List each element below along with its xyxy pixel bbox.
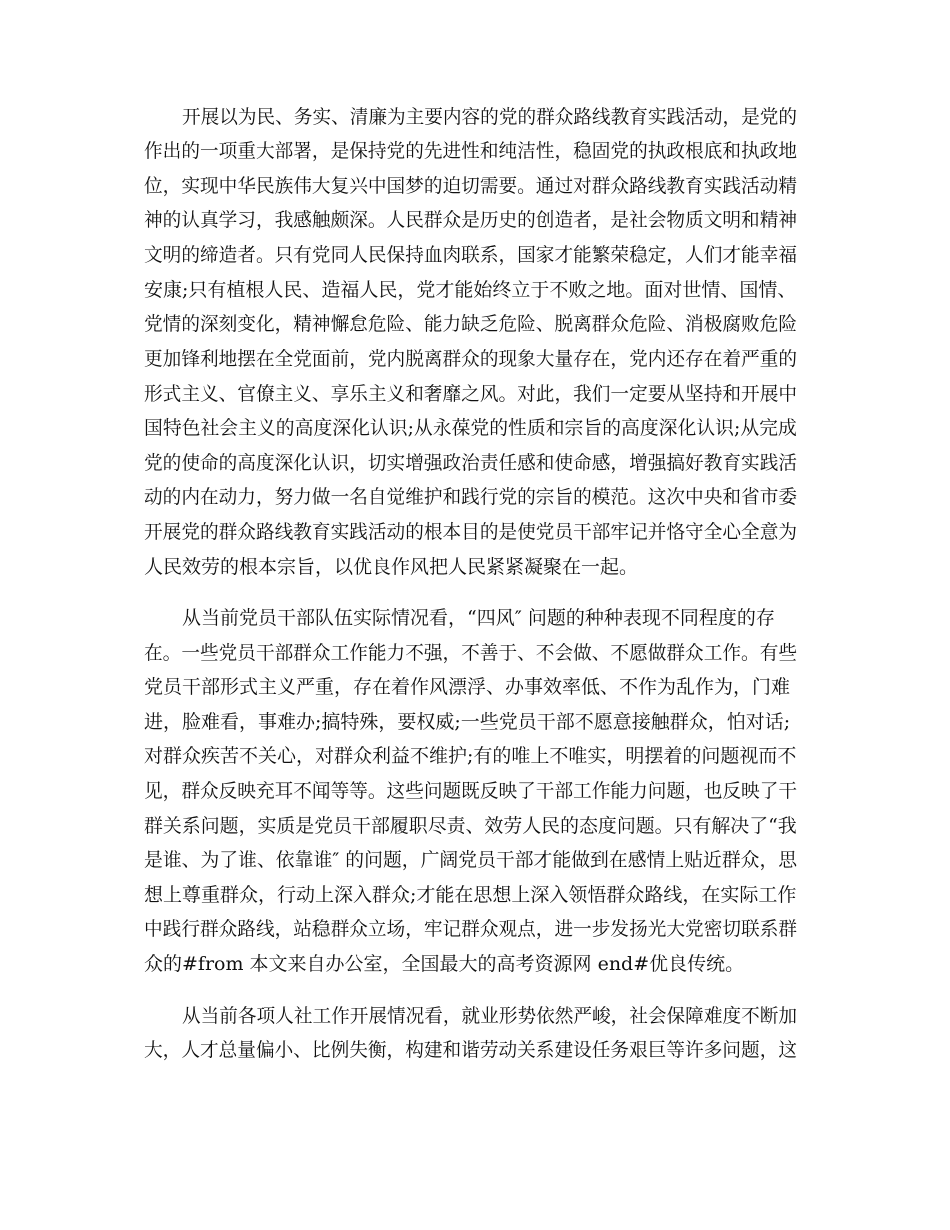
text-line: 是谁、为了谁、依靠谁″ 的问题，广阔党员干部才能做到在感情上贴近群众，思 (144, 849, 798, 871)
text-line: 党情的深刻变化，精神懈怠危险、能力缺乏危险、脱离群众危险、消极腐败危险 (144, 313, 798, 335)
text-line: 党的使命的高度深化认识，切实增强政治责任感和使命感，增强搞好教育实践活 (144, 452, 798, 474)
text-line: 更加锋利地摆在全党面前，党内脱离群众的现象大量存在，党内还存在着严重的 (144, 348, 798, 370)
text-line: 动的内在动力，努力做一名自觉维护和践行党的宗旨的模范。这次中央和省市委 (144, 486, 798, 508)
text-line: 中践行群众路线，站稳群众立场，牢记群众观点，进一步发扬光大党密切联系群 (144, 918, 798, 940)
text-line: 党员干部形式主义严重，存在着作风漂浮、办事效率低、不作为乱作为，门难 (144, 676, 791, 698)
text-line: 见，群众反映充耳不闻等等。这些问题既反映了干部工作能力问题，也反映了干 (144, 780, 798, 802)
text-line: 开展党的群众路线教育实践活动的根本目的是使党员干部牢记并恪守全心全意为 (144, 521, 798, 543)
text-line: 在。一些党员干部群众工作能力不强，不善于、不会做、不愿做群众工作。有些 (144, 642, 798, 664)
text-line: 从当前党员干部队伍实际情况看，“四风″ 问题的种种表现不同程度的存 (182, 607, 775, 629)
text-line: 位，实现中华民族伟大复兴中国梦的迫切需要。通过对群众路线教育实践活动精 (144, 175, 798, 197)
text-line: 国特色社会主义的高度深化认识;从永葆党的性质和宗旨的高度深化认识;从完成 (144, 417, 797, 439)
text-line: 文明的缔造者。只有党同人民保持血肉联系，国家才能繁荣稳定，人们才能幸福 (144, 244, 798, 266)
text-line: 群关系问题，实质是党员干部履职尽责、效劳人民的态度问题。只有解决了“我 (144, 815, 797, 837)
text-line: 对群众疾苦不关心，对群众利益不维护;有的唯上不唯实，明摆着的问题视而不 (144, 745, 797, 767)
text-line: 从当前各项人社工作开展情况看，就业形势依然严峻，社会保障难度不断加 (182, 1005, 798, 1027)
text-line: 安康;只有植根人民、造福人民，党才能始终立于不败之地。面对世情、国情、 (144, 279, 797, 301)
text-line: 作出的一项重大部署，是保持党的先进性和纯洁性，稳固党的执政根底和执政地 (144, 140, 798, 162)
text-line: 开展以为民、务实、清廉为主要内容的党的群众路线教育实践活动，是党的 (182, 106, 798, 128)
text-line: 众的#from 本文来自办公室，全国最大的高考资源网 end#优良传统。 (144, 953, 745, 975)
text-line: 大，人才总量偏小、比例失衡，构建和谐劳动关系建设任务艰巨等许多问题，这 (144, 1039, 798, 1061)
text-line: 想上尊重群众，行动上深入群众;才能在思想上深入领悟群众路线，在实际工作 (144, 884, 797, 906)
text-line: 神的认真学习，我感触颇深。人民群众是历史的创造者，是社会物质文明和精神 (144, 209, 798, 231)
text-line: 人民效劳的根本宗旨，以优良作风把人民紧紧凝聚在一起。 (144, 556, 639, 578)
text-line: 进，脸难看，事难办;搞特殊，要权威;一些党员干部不愿意接触群众，怕对话; (144, 711, 791, 733)
text-line: 形式主义、官僚主义、享乐主义和奢靡之风。对此，我们一定要从坚持和开展中 (144, 383, 798, 405)
